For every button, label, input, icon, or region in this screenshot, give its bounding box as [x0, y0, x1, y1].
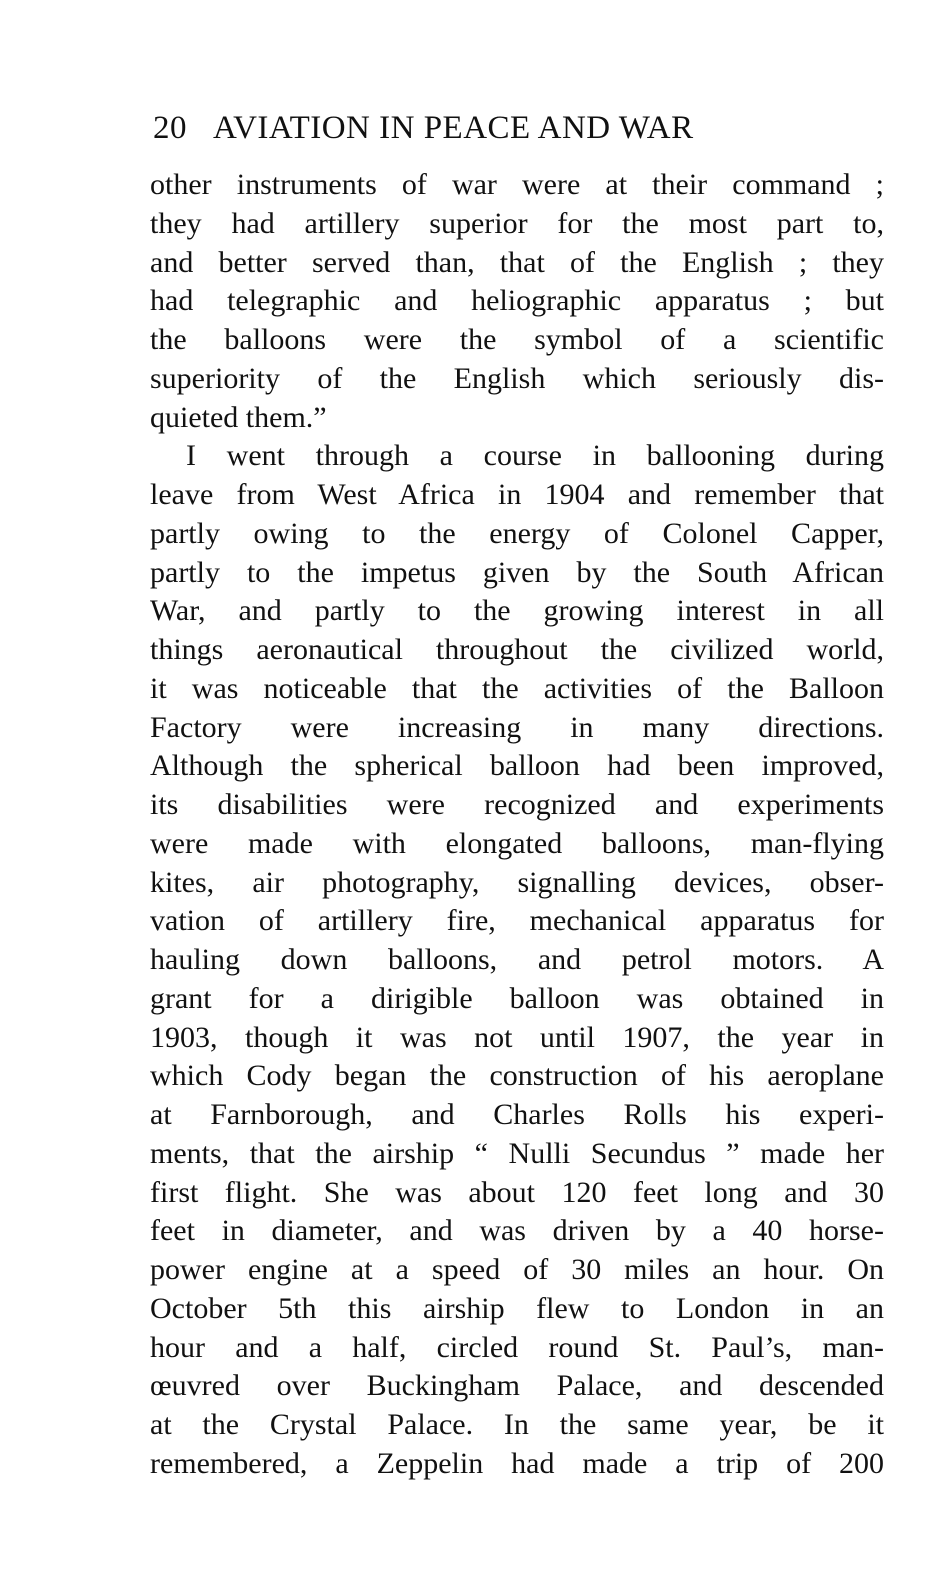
text-line: hour and a half, circled round St. Paul’s, man- — [150, 1330, 884, 1364]
text-line: were made with elongated balloons, man-flying — [150, 826, 884, 860]
text-line: October 5th this airship flew to London in an — [150, 1291, 884, 1325]
text-line: quieted them.” — [150, 400, 327, 434]
text-line: Factory were increasing in many directions. — [150, 710, 884, 744]
text-line: superiority of the English which seriously dis- — [150, 361, 884, 395]
paragraph-first-line: I went through a course in ballooning during — [186, 439, 884, 473]
text-line: 1903, though it was not until 1907, the year in — [150, 1020, 884, 1054]
text-line: power engine at a speed of 30 miles an hour. On — [150, 1253, 884, 1286]
text-line: other instruments of war were at their command ; — [150, 168, 884, 201]
text-line: at Farnborough, and Charles Rolls his experi- — [150, 1098, 884, 1131]
running-head — [153, 108, 853, 148]
text-line: had telegraphic and heliographic apparatus ; but — [150, 284, 884, 318]
text-line: ments, that the airship “ Nulli Secundus ” made her — [150, 1136, 884, 1170]
text-line: it was noticeable that the activities of the Balloon — [150, 671, 884, 705]
text-line: feet in diameter, and was driven by a 40 horse- — [150, 1214, 884, 1248]
text-line: grant for a dirigible balloon was obtained in — [150, 981, 884, 1015]
text-line: things aeronautical throughout the civilized world, — [150, 633, 884, 666]
text-line: œuvred over Buckingham Palace, and descended — [150, 1369, 884, 1403]
text-line: at the Crystal Palace. In the same year, be it — [150, 1408, 884, 1441]
text-line: vation of artillery fire, mechanical apparatus for — [150, 904, 884, 938]
page-number: 20 — [153, 110, 187, 146]
text-line: Although the spherical balloon had been improved, — [150, 749, 884, 783]
text-line: its disabilities were recognized and experiments — [150, 788, 884, 821]
text-line: kites, air photography, signalling devices, obser- — [150, 865, 884, 899]
text-line: remembered, a Zeppelin had made a trip of 200 — [150, 1446, 884, 1480]
running-title: AVIATION IN PEACE AND WAR — [213, 110, 694, 146]
text-line: first flight. She was about 120 feet long and 30 — [150, 1175, 884, 1209]
text-line: they had artillery superior for the most part to, — [150, 206, 884, 240]
text-line: and better served than, that of the English ; they — [150, 245, 884, 279]
text-line: leave from West Africa in 1904 and remember that — [150, 478, 884, 511]
text-line: partly to the impetus given by the South African — [150, 555, 884, 589]
text-line: which Cody began the construction of his aeroplane — [150, 1059, 884, 1093]
body-text — [150, 166, 884, 1484]
text-line: hauling down balloons, and petrol motors. A — [150, 943, 884, 976]
text-line: War, and partly to the growing interest in all — [150, 594, 884, 628]
text-line: partly owing to the energy of Colonel Capper, — [150, 516, 884, 550]
text-line: the balloons were the symbol of a scientific — [150, 323, 884, 356]
